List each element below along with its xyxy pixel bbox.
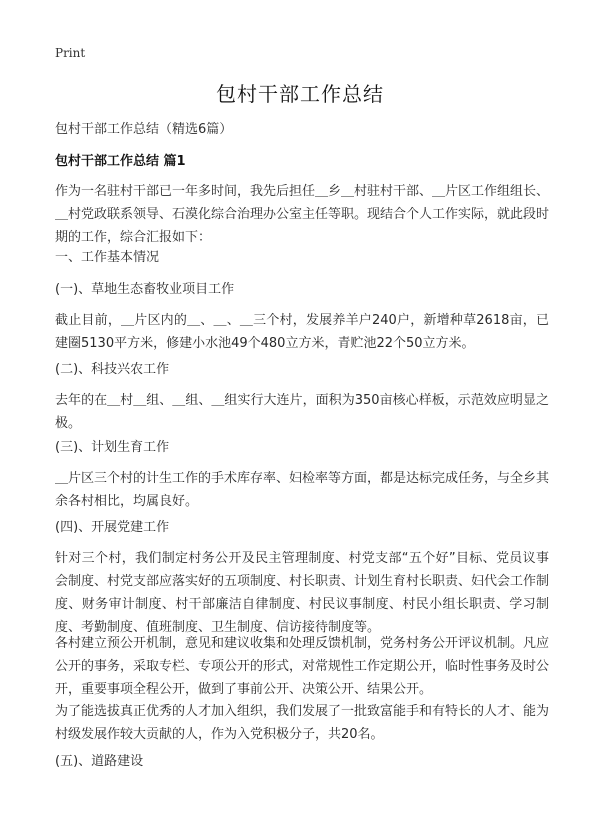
item2-body: 去年的在＿村＿组、＿组、＿组实行大连片，面积为350亩核心样板，示范效应明显之极。 <box>55 393 549 431</box>
document-subtitle: 包村干部工作总结（精选6篇） <box>55 122 233 137</box>
item5-heading: (五)、道路建设 <box>55 754 144 769</box>
print-label[interactable]: Print <box>55 46 86 60</box>
item2-heading: (二)、科技兴农工作 <box>55 362 170 377</box>
item3-body: ＿片区三个村的计生工作的手术库存率、妇检率等方面，都是达标完成任务，与全乡其余各村相比，均属良好。 <box>55 471 550 509</box>
item1-body: 截止目前，＿片区内的＿、＿、＿三个村，发展养羊户240户，新增种草2618亩，已建圈5130平方米，修建小水池49个480立方米，青贮池22个50立方米。 <box>55 313 549 351</box>
item1-heading: (一)、草地生态畜牧业项目工作 <box>55 282 235 297</box>
intro-paragraph: 作为一名驻村干部已一年多时间，我先后担任＿乡＿村驻村干部、＿片区工作组组长、＿村党政联系领导、石漠化综合治理办公室主任等职。现结合个人工作实际，就此段时期的工作，综合汇报如下： <box>55 184 550 245</box>
item4-body-rules: 针对三个村，我们制定村务公开及民主管理制度、村党支部“五个好”目标、党员议事会制度、村党支部应落实好的五项制度、村长职责、计划生育村长职责、妇代会工作制度、财务审计制度、村干部廉洁自律制度、村民议事制度、村民小组长职责、学习制度、考勤制度、值班制度、卫生制度、信访接待制度等。 <box>55 551 550 635</box>
item4-body-talent: 为了能选拔真正优秀的人才加入组织，我们发展了一批致富能手和有特长的人才、能为村级发展作较大贡献的人，作为入党积极分子，共20名。 <box>55 704 550 742</box>
part1-heading: 一、工作基本情况 <box>55 250 160 265</box>
section-heading: 包村干部工作总结 篇1 <box>55 154 186 169</box>
item4-heading: (四)、开展党建工作 <box>55 520 170 535</box>
item4-body-publicity: 各村建立预公开机制，意见和建议收集和处理反馈机制，党务村务公开评议机制。凡应公开的事务，采取专栏、专项公开的形式，对常规性工作定期公开，临时性事务及时公开，重要事项全程公开，做到了事前公开、决策公开、结果公开。 <box>55 636 550 697</box>
item3-heading: (三)、计划生育工作 <box>55 440 170 455</box>
page-title: 包村干部工作总结 <box>216 82 384 106</box>
